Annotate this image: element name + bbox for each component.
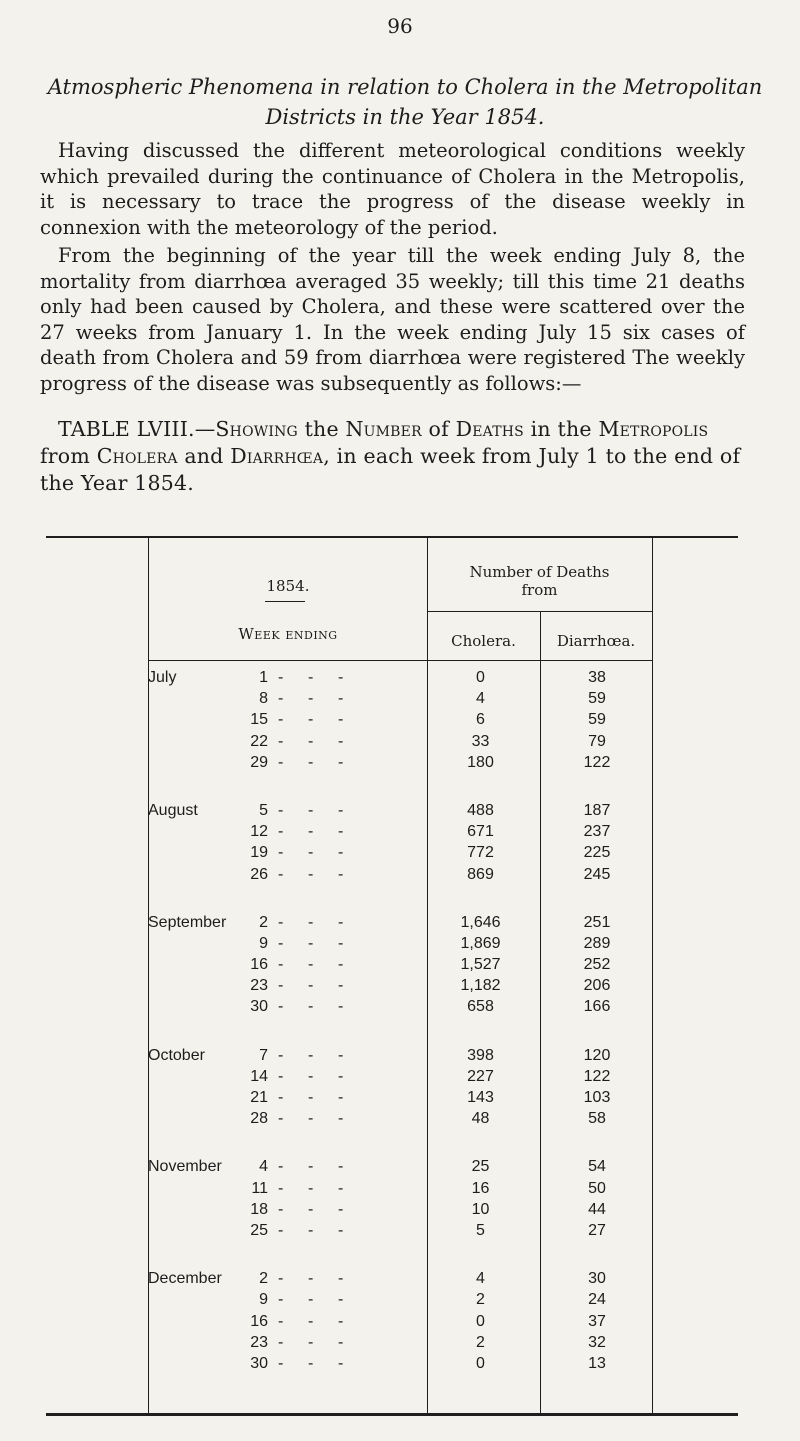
header-bottom-rule — [148, 660, 652, 661]
diarrhoea-cell: 206 — [583, 977, 611, 995]
caption-number: Number — [345, 417, 422, 441]
cholera-cell: 5 — [476, 1221, 485, 1239]
table-row — [148, 866, 708, 887]
leader-dashes: - - - — [278, 998, 344, 1016]
day-cell: 28 — [250, 1110, 268, 1128]
table-row — [148, 1180, 708, 1201]
cholera-cell: 4 — [476, 1270, 485, 1288]
diarrhoea-cell: 32 — [588, 1333, 606, 1351]
table-row — [148, 1222, 708, 1243]
diarrhoea-cell: 120 — [583, 1046, 611, 1064]
cholera-cell: 1,646 — [460, 913, 501, 931]
day-cell: 26 — [250, 865, 268, 883]
day-cell: 14 — [250, 1067, 268, 1085]
table-row — [148, 669, 708, 690]
day-cell: 22 — [250, 732, 268, 750]
leader-dashes: - - - — [278, 1046, 344, 1064]
table-row — [148, 956, 708, 977]
table-row — [148, 935, 708, 956]
cholera-cell: 6 — [476, 711, 485, 729]
caption-diarrhoea: Diarrhœa — [230, 444, 324, 468]
cholera-cell: 671 — [467, 823, 494, 841]
leader-dashes: - - - — [278, 1158, 344, 1176]
table-row — [148, 1334, 708, 1355]
diarrhoea-cell: 289 — [583, 934, 611, 952]
leader-dashes: - - - — [278, 934, 344, 952]
table-row — [148, 1313, 708, 1334]
leader-dashes: - - - — [278, 711, 344, 729]
diarrhoea-cell: 59 — [588, 711, 606, 729]
diarrhoea-cell: 50 — [588, 1179, 606, 1197]
diarrhoea-cell: 58 — [588, 1110, 606, 1128]
table-row — [148, 1089, 708, 1110]
day-cell: 7 — [259, 1046, 268, 1064]
diarrhoea-cell: 44 — [588, 1200, 606, 1218]
leader-dashes: - - - — [278, 1089, 344, 1106]
page-number: 96 — [387, 14, 413, 38]
day-cell: 19 — [250, 844, 268, 862]
diarrhoea-cell: 30 — [588, 1270, 606, 1288]
month-group — [148, 914, 708, 1020]
caption-and: and — [177, 444, 231, 468]
leader-dashes: - - - — [278, 844, 344, 862]
caption-lead: TABLE LVIII.— — [58, 417, 216, 441]
day-cell: 23 — [250, 1333, 268, 1351]
day-cell: 30 — [250, 1354, 268, 1372]
caption-from: from — [40, 444, 97, 468]
caption-in: in the — [523, 417, 599, 441]
diarrhoea-cell: 251 — [583, 913, 611, 931]
day-cell: 5 — [259, 801, 268, 819]
month-label: July — [148, 669, 177, 686]
diarrhoea-cell: 122 — [583, 753, 611, 771]
table-row — [148, 754, 708, 775]
year-underline — [265, 601, 305, 602]
leader-dashes: - - - — [278, 956, 344, 974]
table-row — [148, 998, 708, 1019]
cholera-cell: 1,182 — [460, 977, 501, 995]
table-row — [148, 802, 708, 823]
day-cell: 4 — [259, 1158, 268, 1176]
header-from: from — [521, 581, 558, 599]
cholera-cell: 33 — [471, 732, 490, 750]
leader-dashes: - - - — [278, 732, 344, 750]
page-title — [40, 72, 770, 132]
cholera-cell: 869 — [467, 865, 494, 883]
title-line-2: Districts in the Year 1854. — [265, 105, 545, 129]
day-cell: 15 — [250, 711, 268, 729]
table-row — [148, 823, 708, 844]
leader-dashes: - - - — [278, 1200, 344, 1218]
leader-dashes: - - - — [278, 865, 344, 883]
table-row — [148, 1201, 708, 1222]
leader-dashes: - - - — [278, 753, 344, 771]
diarrhoea-cell: 27 — [588, 1221, 606, 1239]
cholera-cell: 658 — [467, 998, 494, 1016]
table-row — [148, 1158, 708, 1179]
table-row — [148, 1068, 708, 1089]
day-cell: 9 — [259, 934, 268, 952]
table-row — [148, 1110, 708, 1131]
day-cell: 8 — [259, 690, 268, 708]
subheader-rule — [427, 611, 652, 612]
diarrhoea-cell: 166 — [583, 998, 611, 1016]
day-cell: 21 — [250, 1089, 268, 1106]
table-caption — [40, 416, 745, 497]
table-row — [148, 1291, 708, 1312]
header-number-of-deaths: Number of Deaths — [469, 563, 610, 581]
day-cell: 25 — [250, 1221, 268, 1239]
table-row — [148, 914, 708, 935]
diarrhoea-cell: 59 — [588, 690, 606, 708]
cholera-cell: 25 — [471, 1158, 490, 1176]
header-cholera: Cholera. — [451, 632, 516, 650]
table-row — [148, 1355, 708, 1376]
caption-deaths: Deaths — [455, 417, 524, 441]
cholera-cell: 2 — [476, 1291, 485, 1309]
diarrhoea-cell: 187 — [583, 801, 611, 819]
month-group — [148, 1047, 708, 1132]
leader-dashes: - - - — [278, 1312, 344, 1330]
diarrhoea-cell: 245 — [583, 865, 611, 883]
cholera-cell: 0 — [476, 1312, 485, 1330]
leader-dashes: - - - — [278, 1333, 344, 1351]
diarrhoea-cell: 252 — [583, 956, 611, 974]
month-label: November — [148, 1158, 222, 1176]
table-row — [148, 1270, 708, 1291]
table-row — [148, 977, 708, 998]
day-cell: 2 — [259, 913, 268, 931]
cholera-cell: 0 — [476, 1354, 485, 1372]
paragraph-1: Having discussed the different meteorological conditions weekly which prevailed during the continuance of Cholera in the Metropolis, it is necessary to trace the progress of the disease weekly in connexion with the meteorology of the period. — [40, 139, 745, 239]
caption-cholera: Cholera — [96, 444, 178, 468]
leader-dashes: - - - — [278, 1221, 344, 1239]
month-group — [148, 669, 708, 775]
diarrhoea-cell: 13 — [588, 1354, 606, 1372]
leader-dashes: - - - — [278, 1291, 344, 1309]
leader-dashes: - - - — [278, 1067, 344, 1085]
day-cell: 9 — [259, 1291, 268, 1309]
day-cell: 16 — [250, 956, 268, 974]
table-top-rule — [46, 536, 738, 538]
diarrhoea-cell: 24 — [588, 1291, 606, 1309]
month-label: December — [148, 1270, 222, 1288]
month-group — [148, 1158, 708, 1243]
table-row — [148, 1047, 708, 1068]
diarrhoea-cell: 237 — [583, 823, 611, 841]
leader-dashes: - - - — [278, 823, 344, 841]
diarrhoea-cell: 103 — [583, 1089, 611, 1106]
cholera-cell: 2 — [476, 1333, 485, 1351]
caption-of: of — [421, 417, 456, 441]
leader-dashes: - - - — [278, 669, 344, 686]
month-label: August — [148, 801, 198, 819]
day-cell: 11 — [251, 1179, 268, 1197]
header-week-ending: Week ending — [238, 625, 338, 643]
header-year: 1854. — [266, 577, 310, 595]
day-cell: 30 — [250, 998, 268, 1016]
leader-dashes: - - - — [278, 1270, 344, 1288]
leader-dashes: - - - — [278, 1110, 344, 1128]
cholera-cell: 48 — [471, 1110, 490, 1128]
month-label: October — [148, 1046, 205, 1064]
diarrhoea-cell: 79 — [588, 732, 606, 750]
table-body — [148, 669, 708, 1403]
diarrhoea-cell: 54 — [588, 1158, 606, 1176]
day-cell: 23 — [250, 977, 268, 995]
cholera-cell: 16 — [471, 1179, 490, 1197]
paragraph-2: From the beginning of the year till the week ending July 8, the mortality from diarrhœa averaged 35 weekly; till this time 21 deaths only had been caused by Cholera, and these were scattered over the 27 weeks from January 1. In the week ending July 15 six cases of death from Cholera and 59 from diarrhœa were registered The weekly progress of the disease was subsequently as follows:— — [40, 244, 745, 395]
cholera-cell: 772 — [467, 844, 494, 862]
leader-dashes: - - - — [278, 1179, 344, 1197]
cholera-cell: 398 — [467, 1046, 494, 1064]
cholera-cell: 227 — [467, 1067, 494, 1085]
diarrhoea-cell: 38 — [588, 669, 606, 686]
day-cell: 29 — [250, 753, 268, 771]
header-diarrhoea: Diarrhœa. — [556, 632, 636, 650]
month-label: September — [148, 913, 227, 931]
month-group — [148, 1270, 708, 1376]
title-line-1: Atmospheric Phenomena in relation to Cholera in the Metropolitan — [47, 75, 763, 99]
table-row — [148, 733, 708, 754]
caption-the: the — [297, 417, 346, 441]
caption-tail: , in each week from July 1 to the end of the Year 1854. — [40, 444, 741, 495]
day-cell: 16 — [250, 1312, 268, 1330]
table-end-rule — [46, 1413, 738, 1416]
cholera-cell: 1,869 — [460, 934, 501, 952]
cholera-cell: 4 — [476, 690, 485, 708]
table-row — [148, 711, 708, 732]
cholera-cell: 1,527 — [460, 956, 501, 974]
cholera-cell: 143 — [467, 1089, 494, 1106]
caption-showing: Showing — [215, 417, 298, 441]
diarrhoea-cell: 225 — [583, 844, 611, 862]
leader-dashes: - - - — [278, 690, 344, 708]
table-row — [148, 844, 708, 865]
cholera-cell: 180 — [467, 753, 494, 771]
table-row — [148, 690, 708, 711]
cholera-cell: 0 — [476, 669, 485, 686]
month-group — [148, 802, 708, 887]
leader-dashes: - - - — [278, 801, 344, 819]
day-cell: 18 — [250, 1200, 268, 1218]
day-cell: 12 — [250, 823, 268, 841]
cholera-cell: 10 — [471, 1200, 490, 1218]
cholera-cell: 488 — [467, 801, 494, 819]
day-cell: 2 — [259, 1270, 268, 1288]
leader-dashes: - - - — [278, 977, 344, 995]
leader-dashes: - - - — [278, 913, 344, 931]
day-cell: 1 — [259, 669, 268, 686]
diarrhoea-cell: 122 — [583, 1067, 611, 1085]
diarrhoea-cell: 37 — [588, 1312, 606, 1330]
leader-dashes: - - - — [278, 1354, 344, 1372]
caption-metropolis: Metropolis — [598, 417, 709, 441]
